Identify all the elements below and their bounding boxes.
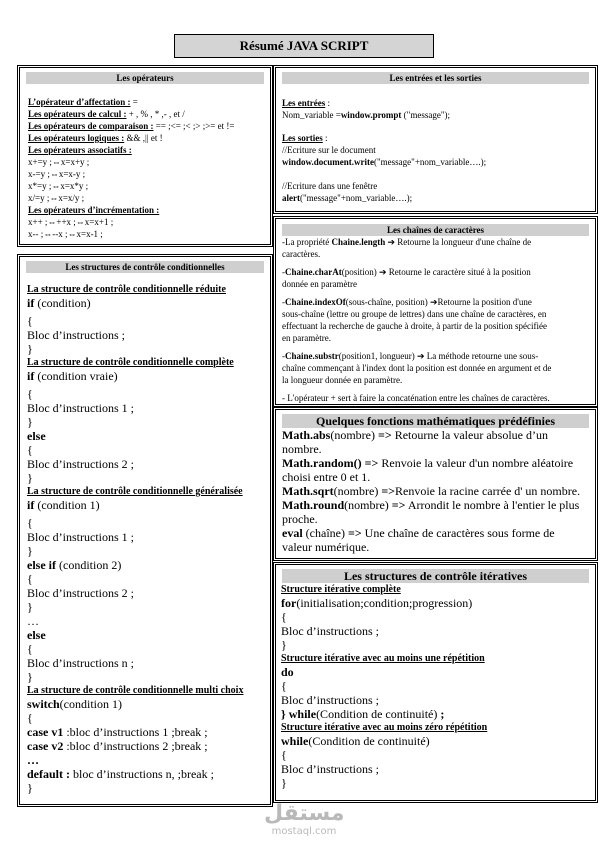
math-line — [282, 526, 595, 540]
math-keyword: Math.abs — [282, 428, 331, 442]
math-line — [282, 428, 595, 442]
operator-text: == ;<= ;< ;> ;>= et != — [153, 121, 235, 131]
arrow-symbol: => — [391, 498, 406, 512]
math-args: (nombre) — [330, 428, 378, 442]
conditions-box — [19, 256, 271, 805]
operator-text: x-- ;⇔--x ;⇔x=x-1 ; — [28, 229, 103, 239]
math-box — [275, 409, 596, 559]
operators-box — [19, 67, 271, 245]
section-subtitle — [27, 356, 270, 369]
strings-content — [282, 236, 591, 404]
operator-label: Les opérateurs de comparaison : — [28, 121, 154, 131]
entries-colon: : — [325, 98, 330, 108]
code-line: Bloc d’instructions 2 ; — [27, 586, 134, 600]
math-desc: valeur numérique. — [282, 540, 370, 554]
code-line: { — [281, 610, 287, 624]
math-line — [282, 442, 595, 456]
conditions-content — [27, 283, 270, 795]
section-subtitle — [27, 684, 270, 697]
code-keyword: case v2 — [27, 739, 64, 753]
prompt-prefix: Nom_variable = — [282, 110, 341, 120]
code-line — [281, 734, 595, 748]
string-method-item — [282, 236, 591, 260]
code-line — [27, 498, 270, 512]
code-line: Bloc d’instructions n ; — [27, 656, 134, 670]
string-method-item — [282, 266, 591, 290]
math-keyword: Math.random() — [282, 456, 362, 470]
section-subtitle-text: La structure de contrôle conditionnelle généralisée — [27, 486, 243, 497]
string-method-line — [282, 236, 591, 248]
code-line — [27, 753, 270, 767]
string-method-desc: ➔ Retourne la longueur d'une chaîne de — [385, 237, 532, 247]
io-content — [282, 97, 595, 204]
code-keyword: do — [281, 665, 294, 679]
io-box — [275, 67, 596, 212]
operator-line — [28, 168, 270, 180]
math-line — [282, 470, 595, 484]
outputs-colon: : — [322, 133, 328, 143]
operator-line — [28, 228, 270, 240]
operator-text: x+=y ;⇔x=x+y ; — [28, 157, 90, 167]
outputs-title: Les sorties — [282, 133, 323, 143]
code-line — [27, 296, 270, 310]
code-text: (Condition de continuité) — [308, 734, 430, 748]
code-line: { — [27, 516, 33, 530]
alert-keyword: alert — [282, 193, 300, 203]
math-desc: proche. — [282, 512, 318, 526]
code-line: Bloc d’instructions ; — [281, 624, 379, 638]
code-line: { — [27, 711, 33, 725]
code-line — [281, 707, 595, 721]
section-subtitle-text: La structure de contrôle conditionnelle réduite — [27, 284, 226, 295]
doc-write-comment: //Ecriture sur le document — [282, 145, 376, 155]
operator-text: = — [130, 97, 138, 107]
section-subtitle — [281, 721, 595, 734]
string-method-prefix: - — [282, 267, 285, 277]
operator-line — [28, 120, 270, 132]
code-line: } — [27, 415, 33, 429]
code-line — [281, 596, 595, 610]
operator-line — [28, 192, 270, 204]
section-subtitle — [281, 652, 595, 665]
code-line: { — [281, 748, 287, 762]
string-method-continuation: chaîne commençant à l'index dont la position est donnée en argument et de — [282, 363, 552, 373]
math-desc: Renvoie la racine carrée d' un nombre. — [395, 484, 581, 498]
alert-line — [282, 192, 595, 204]
arrow-symbol: => — [364, 456, 379, 470]
operators-header: Les opérateurs — [26, 72, 264, 84]
code-keyword: … — [27, 753, 39, 767]
code-keyword: for — [281, 596, 297, 610]
operator-text: && ,|| et ! — [124, 133, 163, 143]
section-subtitle — [27, 283, 270, 296]
math-desc: Arrondit le nombre à l'entier le plus — [405, 498, 580, 512]
string-method-continuation: la longueur donnée en paramètre. — [282, 375, 403, 385]
code-line — [281, 665, 595, 679]
code-tail: ; — [437, 707, 445, 721]
string-method-prefix: - — [282, 351, 285, 361]
code-keyword: if — [27, 498, 35, 512]
code-keyword: } while — [281, 707, 317, 721]
code-text: (initialisation;condition;progression) — [296, 596, 473, 610]
operator-label: L’opérateur d’affectation : — [28, 97, 131, 107]
string-method-desc: (position) ➔ Retourne le caractère situé à la position — [341, 267, 531, 277]
operator-text: x-=y ;⇔x=x-y ; — [28, 169, 86, 179]
math-line — [282, 512, 595, 526]
code-line: } — [281, 638, 287, 652]
math-header: Quelques fonctions mathématiques prédéfinies — [282, 414, 589, 428]
code-line: { — [27, 443, 33, 457]
code-line: Bloc d’instructions 1 ; — [27, 530, 134, 544]
code-keyword: default : — [27, 767, 70, 781]
section-subtitle-text: Structure itérative complète — [281, 584, 401, 595]
code-line: } — [27, 670, 33, 684]
operators-content — [28, 96, 270, 240]
arrow-symbol: => — [347, 526, 362, 540]
code-line: Bloc d’instructions ; — [27, 328, 125, 342]
section-subtitle — [27, 485, 270, 498]
math-desc: Renvoie la valeur d'un nombre aléatoire — [378, 456, 574, 470]
code-line: } — [281, 776, 287, 790]
code-keyword: else — [27, 429, 46, 443]
math-desc: nombre. — [282, 442, 322, 456]
code-line: { — [27, 387, 33, 401]
doc-write-keyword: window.document.write — [282, 157, 374, 167]
arrow-symbol: => — [378, 428, 392, 442]
operator-text: x++ ;⇔++x ;⇔x=x+1 ; — [28, 217, 114, 227]
loops-box — [275, 564, 596, 801]
string-method-desc: (sous-chaîne, position) ➔Retourne la position d'une — [345, 297, 532, 307]
code-line: } — [27, 544, 33, 558]
code-line — [27, 697, 270, 711]
string-method-item — [282, 296, 591, 344]
code-keyword: switch — [27, 697, 60, 711]
math-content — [282, 428, 595, 554]
section-subtitle — [281, 583, 595, 596]
string-method-keyword: Chaine.charAt — [285, 267, 342, 277]
arrow-symbol: => — [381, 484, 396, 498]
code-text: bloc d’instructions n, ;break ; — [70, 767, 214, 781]
loops-header: Les structures de contrôle itératives — [282, 569, 589, 583]
code-text: :bloc d’instructions 2 ;break ; — [63, 739, 208, 753]
operator-label: Les opérateurs d’incrémentation : — [28, 205, 160, 215]
doc-write-line — [282, 156, 595, 168]
code-line — [27, 369, 270, 383]
code-line: Bloc d’instructions 1 ; — [27, 401, 134, 415]
operator-text: x*=y ;⇔x=x*y ; — [28, 181, 89, 191]
strings-header: Les chaînes de caractères — [282, 224, 589, 236]
code-line: } — [27, 342, 33, 356]
string-method-keyword: Chaine.length — [331, 237, 386, 247]
string-method-keyword: Chaine.substr — [285, 351, 339, 361]
operator-label: Les opérateurs logiques : — [28, 133, 125, 143]
entries-title: Les entrées — [282, 98, 326, 108]
code-text: (condition 2) — [56, 558, 122, 572]
section-subtitle-text: La structure de contrôle conditionnelle complète — [27, 357, 234, 368]
operator-line — [28, 216, 270, 228]
string-method-prefix: - — [282, 297, 285, 307]
operator-text: x/=y ;⇔x=x/y ; — [28, 193, 85, 203]
operator-line — [28, 180, 270, 192]
code-text: (condition) — [34, 296, 91, 310]
operator-label: Les opérateurs de calcul : — [28, 109, 127, 119]
code-keyword: case v1 — [27, 725, 64, 739]
math-line — [282, 540, 595, 554]
prompt-keyword: window.prompt — [340, 110, 402, 120]
operator-line — [28, 204, 270, 216]
watermark-url: mostaql.com — [271, 826, 337, 837]
section-subtitle-text: Structure itérative avec au moins zéro répétition — [281, 722, 488, 733]
operator-label: Les opérateurs associatifs : — [28, 145, 132, 155]
code-keyword: if — [27, 296, 35, 310]
alert-args: ("message"+nom_variable….); — [300, 193, 413, 203]
string-method-continuation: en paramètre. — [282, 333, 331, 343]
watermark-logo: مستقل — [264, 801, 345, 826]
math-keyword: Math.sqrt — [282, 484, 334, 498]
math-line — [282, 456, 595, 470]
section-subtitle-text: Structure itérative avec au moins une répétition — [281, 653, 485, 664]
code-line: Bloc d’instructions ; — [281, 762, 379, 776]
math-args: (nombre) — [344, 498, 392, 512]
math-desc: Une chaîne de caractères sous forme de — [361, 526, 555, 540]
string-method-desc: (position1, longueur) ➔ La méthode retourne une sous- — [338, 351, 539, 361]
string-method-continuation: donnée en paramètre — [282, 279, 357, 289]
string-method-line — [282, 350, 591, 362]
string-method-keyword: Chaine.indexOf — [285, 297, 346, 307]
math-args: (chaîne) — [302, 526, 348, 540]
code-keyword: if — [27, 369, 35, 383]
math-keyword: Math.round — [282, 498, 345, 512]
operator-text: + , % , * ,- , et / — [126, 109, 185, 119]
operator-line — [28, 108, 270, 120]
page-title: Résumé JAVA SCRIPT — [174, 34, 434, 58]
code-line — [27, 429, 270, 443]
prompt-suffix: ("message"); — [401, 110, 451, 120]
code-line — [27, 558, 270, 572]
code-line — [27, 725, 270, 739]
operator-line — [28, 144, 270, 156]
alert-comment: //Ecriture dans une fenêtre — [282, 181, 378, 191]
code-line — [27, 767, 270, 781]
doc-write-args: ("message"+nom_variable….); — [374, 157, 487, 167]
prompt-line — [282, 109, 595, 121]
math-line — [282, 498, 595, 512]
code-line: { — [27, 642, 33, 656]
math-line — [282, 484, 595, 498]
strings-box — [275, 218, 596, 405]
operator-line — [28, 132, 270, 144]
code-line: Bloc d’instructions 2 ; — [27, 457, 134, 471]
loops-content — [281, 583, 595, 790]
code-text: :bloc d’instructions 1 ;break ; — [63, 725, 208, 739]
code-line: { — [27, 314, 33, 328]
concat-note: - L'opérateur + sert à faire la concaténation entre les chaînes de caractères. — [282, 393, 550, 403]
code-text: (condition 1) — [34, 498, 100, 512]
code-line — [27, 739, 270, 753]
code-line: } — [27, 471, 33, 485]
code-line: { — [281, 679, 287, 693]
math-desc: Retourne la valeur absolue d’un — [391, 428, 548, 442]
conditions-header: Les structures de contrôle conditionnelles — [26, 261, 264, 273]
string-method-line — [282, 296, 591, 308]
code-keyword: else — [27, 628, 46, 642]
string-method-line — [282, 266, 591, 278]
code-line: Bloc d’instructions ; — [281, 693, 379, 707]
code-text: (Condition de continuité) — [316, 707, 438, 721]
code-line: } — [27, 781, 33, 795]
operator-line — [28, 96, 270, 108]
section-subtitle-text: La structure de contrôle conditionnelle multi choix — [27, 685, 244, 696]
string-method-prefix: -La propriété — [282, 237, 332, 247]
code-text: (condition vraie) — [34, 369, 118, 383]
code-line: } — [27, 600, 33, 614]
code-line: { — [27, 572, 33, 586]
math-args: (nombre) — [333, 484, 382, 498]
math-keyword: eval — [282, 526, 303, 540]
watermark — [264, 802, 344, 837]
operator-line — [28, 156, 270, 168]
code-keyword: else if — [27, 558, 56, 572]
io-header: Les entrées et les sorties — [282, 72, 589, 84]
code-text: (condition 1) — [59, 697, 122, 711]
string-method-item — [282, 350, 591, 386]
math-desc: choisi entre 0 et 1. — [282, 470, 371, 484]
code-line — [27, 628, 270, 642]
string-method-continuation: caractères. — [282, 249, 321, 259]
string-method-continuation: effectuant la recherche de gauche à droite, à partir de la position spécifiée — [282, 321, 547, 331]
code-line: … — [27, 614, 39, 628]
string-method-continuation: sous-chaîne (lettre ou groupe de lettres) dans une chaîne de caractères, en — [282, 309, 547, 319]
code-keyword: while — [281, 734, 309, 748]
